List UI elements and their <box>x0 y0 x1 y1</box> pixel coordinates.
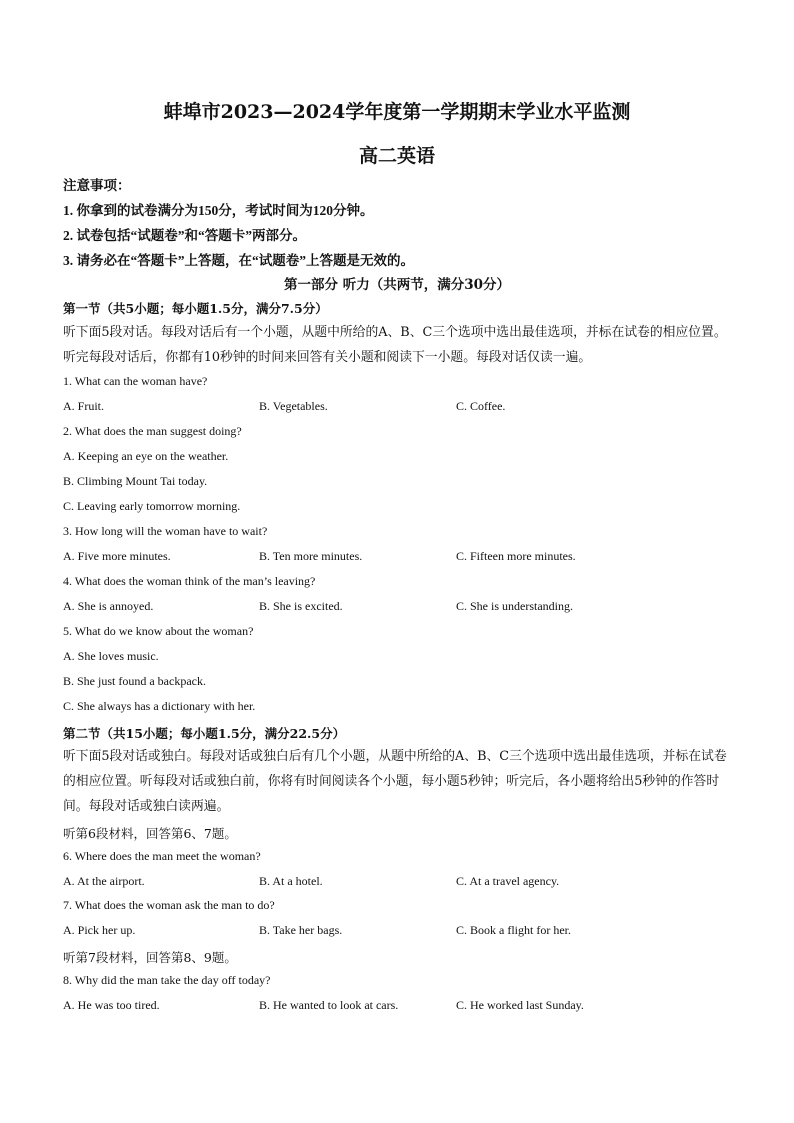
section1-heading: 第一节（共5小题；每小题1.5分，满分7.5分） <box>63 301 328 316</box>
option-a: A. Five more minutes. <box>63 549 171 563</box>
section1-instruction: 听下面5段对话。每段对话后有一个小题，从题中所给的A、B、C三个选项中选出最佳选项，并标在试卷的相应位置。听完每段对话后，你都有10秒钟的时间来回答有关小题和阅读下一小题。每段对话仅读一遍。 <box>63 325 727 365</box>
option-a: A. At the airport. <box>63 874 145 888</box>
question-stem: 1. What can the woman have? <box>63 374 208 388</box>
option-c: C. She is understanding. <box>456 599 573 613</box>
question-stem: 7. What does the woman ask the man to do? <box>63 898 275 912</box>
option-a: A. He was too tired. <box>63 998 160 1012</box>
exam-subtitle: 高二英语 <box>358 145 435 167</box>
option-c: C. Coffee. <box>456 399 506 413</box>
notice-item-3: 3. 请务必在“答题卡”上答题，在“试题卷”上答题是无效的。 <box>63 253 414 268</box>
option-b: B. Vegetables. <box>259 399 328 413</box>
exam-title: 蚌埠市2023—2024学年度第一学期期末学业水平监测 <box>163 101 631 123</box>
question-stem: 8. Why did the man take the day off today? <box>63 973 271 987</box>
option-b: B. He wanted to look at cars. <box>259 998 399 1012</box>
option-c: C. Book a flight for her. <box>456 923 571 937</box>
option-a: A. Keeping an eye on the weather. <box>63 449 229 463</box>
section2-instruction: 听下面5段对话或独白。每段对话或独白后有几个小题，从题中所给的A、B、C三个选项中选出最佳选项，并标在试卷的相应位置。听每段对话或独白前，你将有时间阅读各个小题，每小题5秒钟；听完后，各小题将给出5秒钟的作答时间。每段对话或独白读两遍。 <box>63 749 727 814</box>
option-c: C. She always has a dictionary with her. <box>63 699 256 713</box>
option-c: C. Leaving early tomorrow morning. <box>63 499 241 513</box>
material-note: 听第7段材料，回答第8、9题。 <box>63 950 237 965</box>
notice-item-1: 1. 你拿到的试卷满分为150分，考试时间为120分钟。 <box>63 203 374 218</box>
section2-heading: 第二节（共15小题；每小题1.5分，满分22.5分） <box>63 726 346 741</box>
notice-item-2: 2. 试卷包括“试题卷”和“答题卡”两部分。 <box>63 228 306 243</box>
notice-heading: 注意事项： <box>63 178 131 193</box>
option-b: B. Ten more minutes. <box>259 549 363 563</box>
option-a: A. She is annoyed. <box>63 599 154 613</box>
part1-title: 第一部分 听力（共两节，满分30分） <box>284 277 510 293</box>
option-b: B. She is excited. <box>259 599 343 613</box>
option-b: B. She just found a backpack. <box>63 674 206 688</box>
option-b: B. At a hotel. <box>259 874 323 888</box>
option-c: C. He worked last Sunday. <box>456 998 584 1012</box>
option-a: A. She loves music. <box>63 649 159 663</box>
option-a: A. Pick her up. <box>63 923 136 937</box>
question-stem: 6. Where does the man meet the woman? <box>63 849 261 863</box>
option-b: B. Climbing Mount Tai today. <box>63 474 208 488</box>
question-stem: 4. What does the woman think of the man’s leaving? <box>63 574 316 588</box>
option-c: C. Fifteen more minutes. <box>456 549 576 563</box>
option-a: A. Fruit. <box>63 399 105 413</box>
question-stem: 2. What does the man suggest doing? <box>63 424 242 438</box>
option-c: C. At a travel agency. <box>456 874 560 888</box>
question-stem: 5. What do we know about the woman? <box>63 624 254 638</box>
option-b: B. Take her bags. <box>259 923 343 937</box>
question-stem: 3. How long will the woman have to wait? <box>63 524 268 538</box>
material-note: 听第6段材料，回答第6、7题。 <box>63 826 237 841</box>
